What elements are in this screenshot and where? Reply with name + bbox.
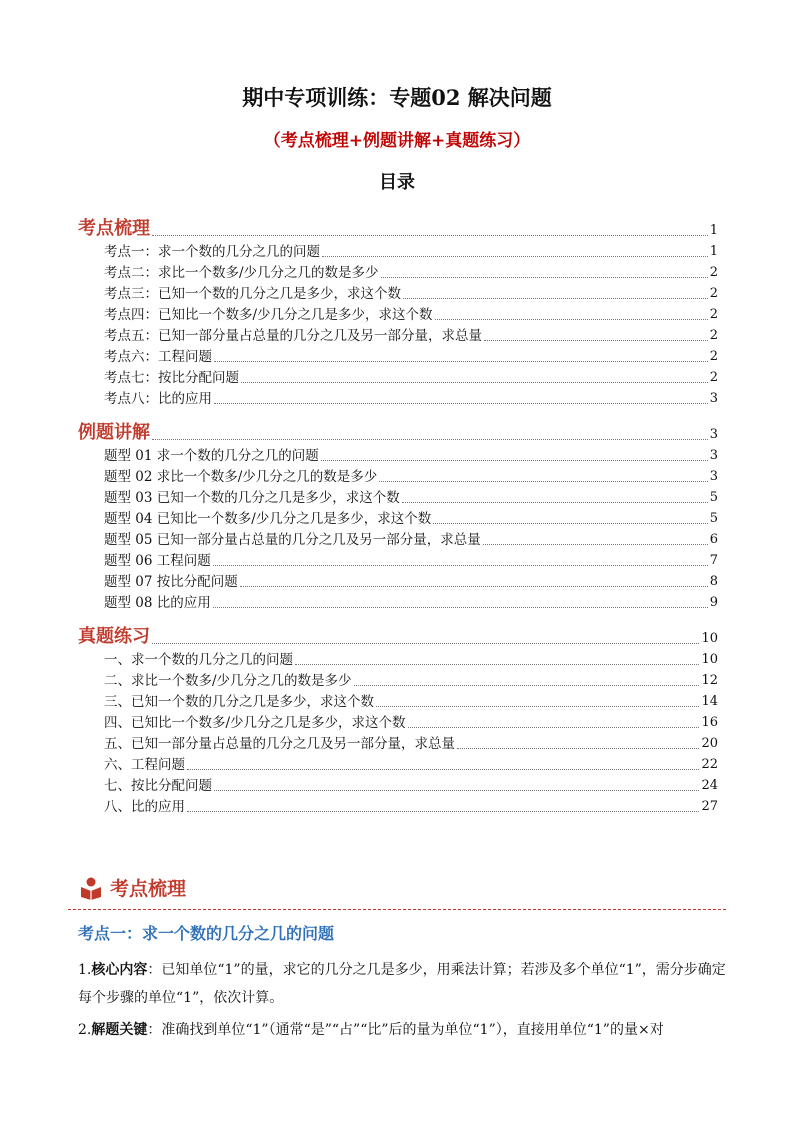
toc-entry-label: 考点三：已知一个数的几分之几是多少，求这个数 — [104, 286, 401, 302]
toc-entry-label: 题型 02 求比一个数多/少几分之几的数是多少 — [104, 469, 378, 485]
toc-page-number: 24 — [701, 778, 718, 793]
toc-entry[interactable] — [78, 486, 718, 507]
toc-page-number: 3 — [709, 391, 718, 406]
toc-entry[interactable] — [78, 795, 718, 816]
toc-entry[interactable] — [78, 774, 718, 795]
toc-entry-label: 考点二：求比一个数多/少几分之几的数是多少 — [104, 265, 379, 281]
toc-page-number: 2 — [709, 370, 718, 385]
toc-page-number: 22 — [701, 757, 718, 772]
toc-page-number: 14 — [701, 694, 718, 709]
toc-page-number: 7 — [709, 553, 718, 568]
toc-page-number: 8 — [709, 574, 718, 589]
paragraph-number: 1. — [78, 962, 92, 978]
dot-leader — [381, 277, 708, 278]
toc-page-number: 20 — [701, 736, 718, 751]
toc-entry-label: 二、求比一个数多/少几分之几的数是多少 — [104, 673, 352, 689]
dot-leader — [214, 361, 708, 362]
toc-page-number: 27 — [701, 799, 718, 814]
toc-entry-label: 四、已知比一个数多/少几分之几是多少，求这个数 — [104, 715, 406, 731]
toc-entry-label: 题型 01 求一个数的几分之几的问题 — [104, 448, 319, 464]
dot-leader — [379, 481, 707, 482]
toc-entry[interactable] — [78, 711, 718, 732]
toc-section-label: 真题练习 — [78, 626, 150, 647]
dot-leader — [152, 439, 708, 440]
dot-leader — [403, 298, 708, 299]
toc-section[interactable] — [78, 612, 718, 648]
dot-leader — [408, 727, 700, 728]
toc-entry-label: 考点五：已知一部分量占总量的几分之几及另一部分量，求总量 — [104, 328, 482, 344]
table-of-contents — [78, 204, 718, 816]
graduate-reader-icon — [78, 875, 104, 901]
toc-entry-label: 题型 08 比的应用 — [104, 595, 211, 611]
dot-leader — [433, 523, 707, 524]
toc-entry[interactable] — [78, 690, 718, 711]
toc-section[interactable] — [78, 204, 718, 240]
toc-entry-label: 题型 04 已知比一个数多/少几分之几是多少，求这个数 — [104, 511, 432, 527]
toc-entry-label: 题型 07 按比分配问题 — [104, 574, 238, 590]
dot-leader — [322, 256, 708, 257]
toc-page-number: 1 — [709, 223, 718, 238]
toc-page-number: 10 — [701, 631, 718, 646]
toc-heading: 目录 — [379, 172, 415, 193]
dot-leader — [214, 403, 708, 404]
dot-leader — [483, 544, 708, 545]
dot-leader — [402, 502, 708, 503]
toc-page-number: 3 — [709, 448, 718, 463]
toc-entry[interactable] — [78, 648, 718, 669]
toc-entry[interactable] — [78, 591, 718, 612]
dot-leader — [484, 340, 708, 341]
toc-entry[interactable] — [78, 549, 718, 570]
toc-page-number: 16 — [701, 715, 718, 730]
toc-section[interactable] — [78, 408, 718, 444]
dashed-divider — [68, 909, 726, 910]
toc-entry[interactable] — [78, 669, 718, 690]
toc-entry[interactable] — [78, 324, 718, 345]
toc-entry[interactable] — [78, 387, 718, 408]
dot-leader — [213, 565, 708, 566]
dot-leader — [295, 664, 699, 665]
toc-page-number: 5 — [709, 511, 718, 526]
dot-leader — [240, 586, 708, 587]
document-subtitle: （考点梳理+例题讲解+真题练习） — [263, 131, 531, 151]
toc-entry-label: 五、已知一部分量占总量的几分之几及另一部分量，求总量 — [104, 736, 455, 752]
toc-page-number: 2 — [709, 349, 718, 364]
toc-page-number: 3 — [709, 427, 718, 442]
toc-entry[interactable] — [78, 528, 718, 549]
toc-entry[interactable] — [78, 303, 718, 324]
paragraph-text: ：已知单位“1”的量，求它的几分之几是多少，用乘法计算；若涉及多个单位“1”，需分步确定每个步骤的单位“1”，依次计算。 — [78, 962, 726, 1006]
toc-entry[interactable] — [78, 753, 718, 774]
dot-leader — [214, 790, 699, 791]
dot-leader — [152, 235, 708, 236]
toc-entry-label: 一、求一个数的几分之几的问题 — [104, 652, 293, 668]
paragraph-core-content — [78, 956, 726, 1012]
paragraph-key-point — [78, 1016, 726, 1044]
toc-entry-label: 考点八：比的应用 — [104, 391, 212, 407]
document-title: 期中专项训练：专题02 解决问题 — [242, 85, 552, 110]
point-heading: 考点一：求一个数的几分之几的问题 — [78, 924, 335, 943]
toc-entry[interactable] — [78, 282, 718, 303]
toc-entry[interactable] — [78, 261, 718, 282]
toc-entry[interactable] — [78, 732, 718, 753]
dot-leader — [376, 706, 699, 707]
toc-page-number: 2 — [709, 265, 718, 280]
toc-entry[interactable] — [78, 444, 718, 465]
toc-section-label: 例题讲解 — [78, 422, 150, 443]
toc-entry-label: 考点四：已知比一个数多/少几分之几是多少，求这个数 — [104, 307, 433, 323]
dot-leader — [187, 811, 699, 812]
toc-entry[interactable] — [78, 465, 718, 486]
toc-entry-label: 考点一：求一个数的几分之几的问题 — [104, 244, 320, 260]
toc-page-number: 2 — [709, 307, 718, 322]
toc-entry-label: 七、按比分配问题 — [104, 778, 212, 794]
toc-page-number: 6 — [709, 532, 718, 547]
section-banner-label: 考点梳理 — [110, 878, 187, 900]
dot-leader — [354, 685, 700, 686]
dot-leader — [241, 382, 708, 383]
paragraph-number: 2. — [78, 1022, 92, 1038]
toc-entry[interactable] — [78, 570, 718, 591]
toc-entry-label: 题型 06 工程问题 — [104, 553, 211, 569]
toc-entry-label: 八、比的应用 — [104, 799, 185, 815]
toc-entry-label: 题型 05 已知一部分量占总量的几分之几及另一部分量，求总量 — [104, 532, 481, 548]
dot-leader — [435, 319, 708, 320]
toc-page-number: 9 — [709, 595, 718, 610]
dot-leader — [213, 607, 708, 608]
toc-entry-label: 六、工程问题 — [104, 757, 185, 773]
dot-leader — [152, 643, 699, 644]
toc-page-number: 3 — [709, 469, 718, 484]
dot-leader — [187, 769, 699, 770]
toc-entry-label: 考点六：工程问题 — [104, 349, 212, 365]
dot-leader — [457, 748, 699, 749]
toc-page-number: 2 — [709, 286, 718, 301]
toc-page-number: 10 — [701, 652, 718, 667]
toc-entry[interactable] — [78, 345, 718, 366]
dot-leader — [321, 460, 708, 461]
toc-entry[interactable] — [78, 240, 718, 261]
toc-entry[interactable] — [78, 366, 718, 387]
toc-entry-label: 考点七：按比分配问题 — [104, 370, 239, 386]
toc-page-number: 5 — [709, 490, 718, 505]
toc-section-label: 考点梳理 — [78, 218, 150, 239]
paragraph-text: ：准确找到单位“1”（通常“是”“占”“比”后的量为单位“1”），直接用单位“1”的量×对 — [147, 1022, 664, 1038]
toc-page-number: 12 — [701, 673, 718, 688]
toc-page-number: 2 — [709, 328, 718, 343]
toc-page-number: 1 — [709, 244, 718, 259]
toc-entry[interactable] — [78, 507, 718, 528]
toc-entry-label: 题型 03 已知一个数的几分之几是多少，求这个数 — [104, 490, 400, 506]
paragraph-keyword: 核心内容 — [91, 962, 148, 978]
section-banner — [78, 874, 186, 901]
paragraph-keyword: 解题关键 — [91, 1022, 148, 1038]
toc-entry-label: 三、已知一个数的几分之几是多少，求这个数 — [104, 694, 374, 710]
